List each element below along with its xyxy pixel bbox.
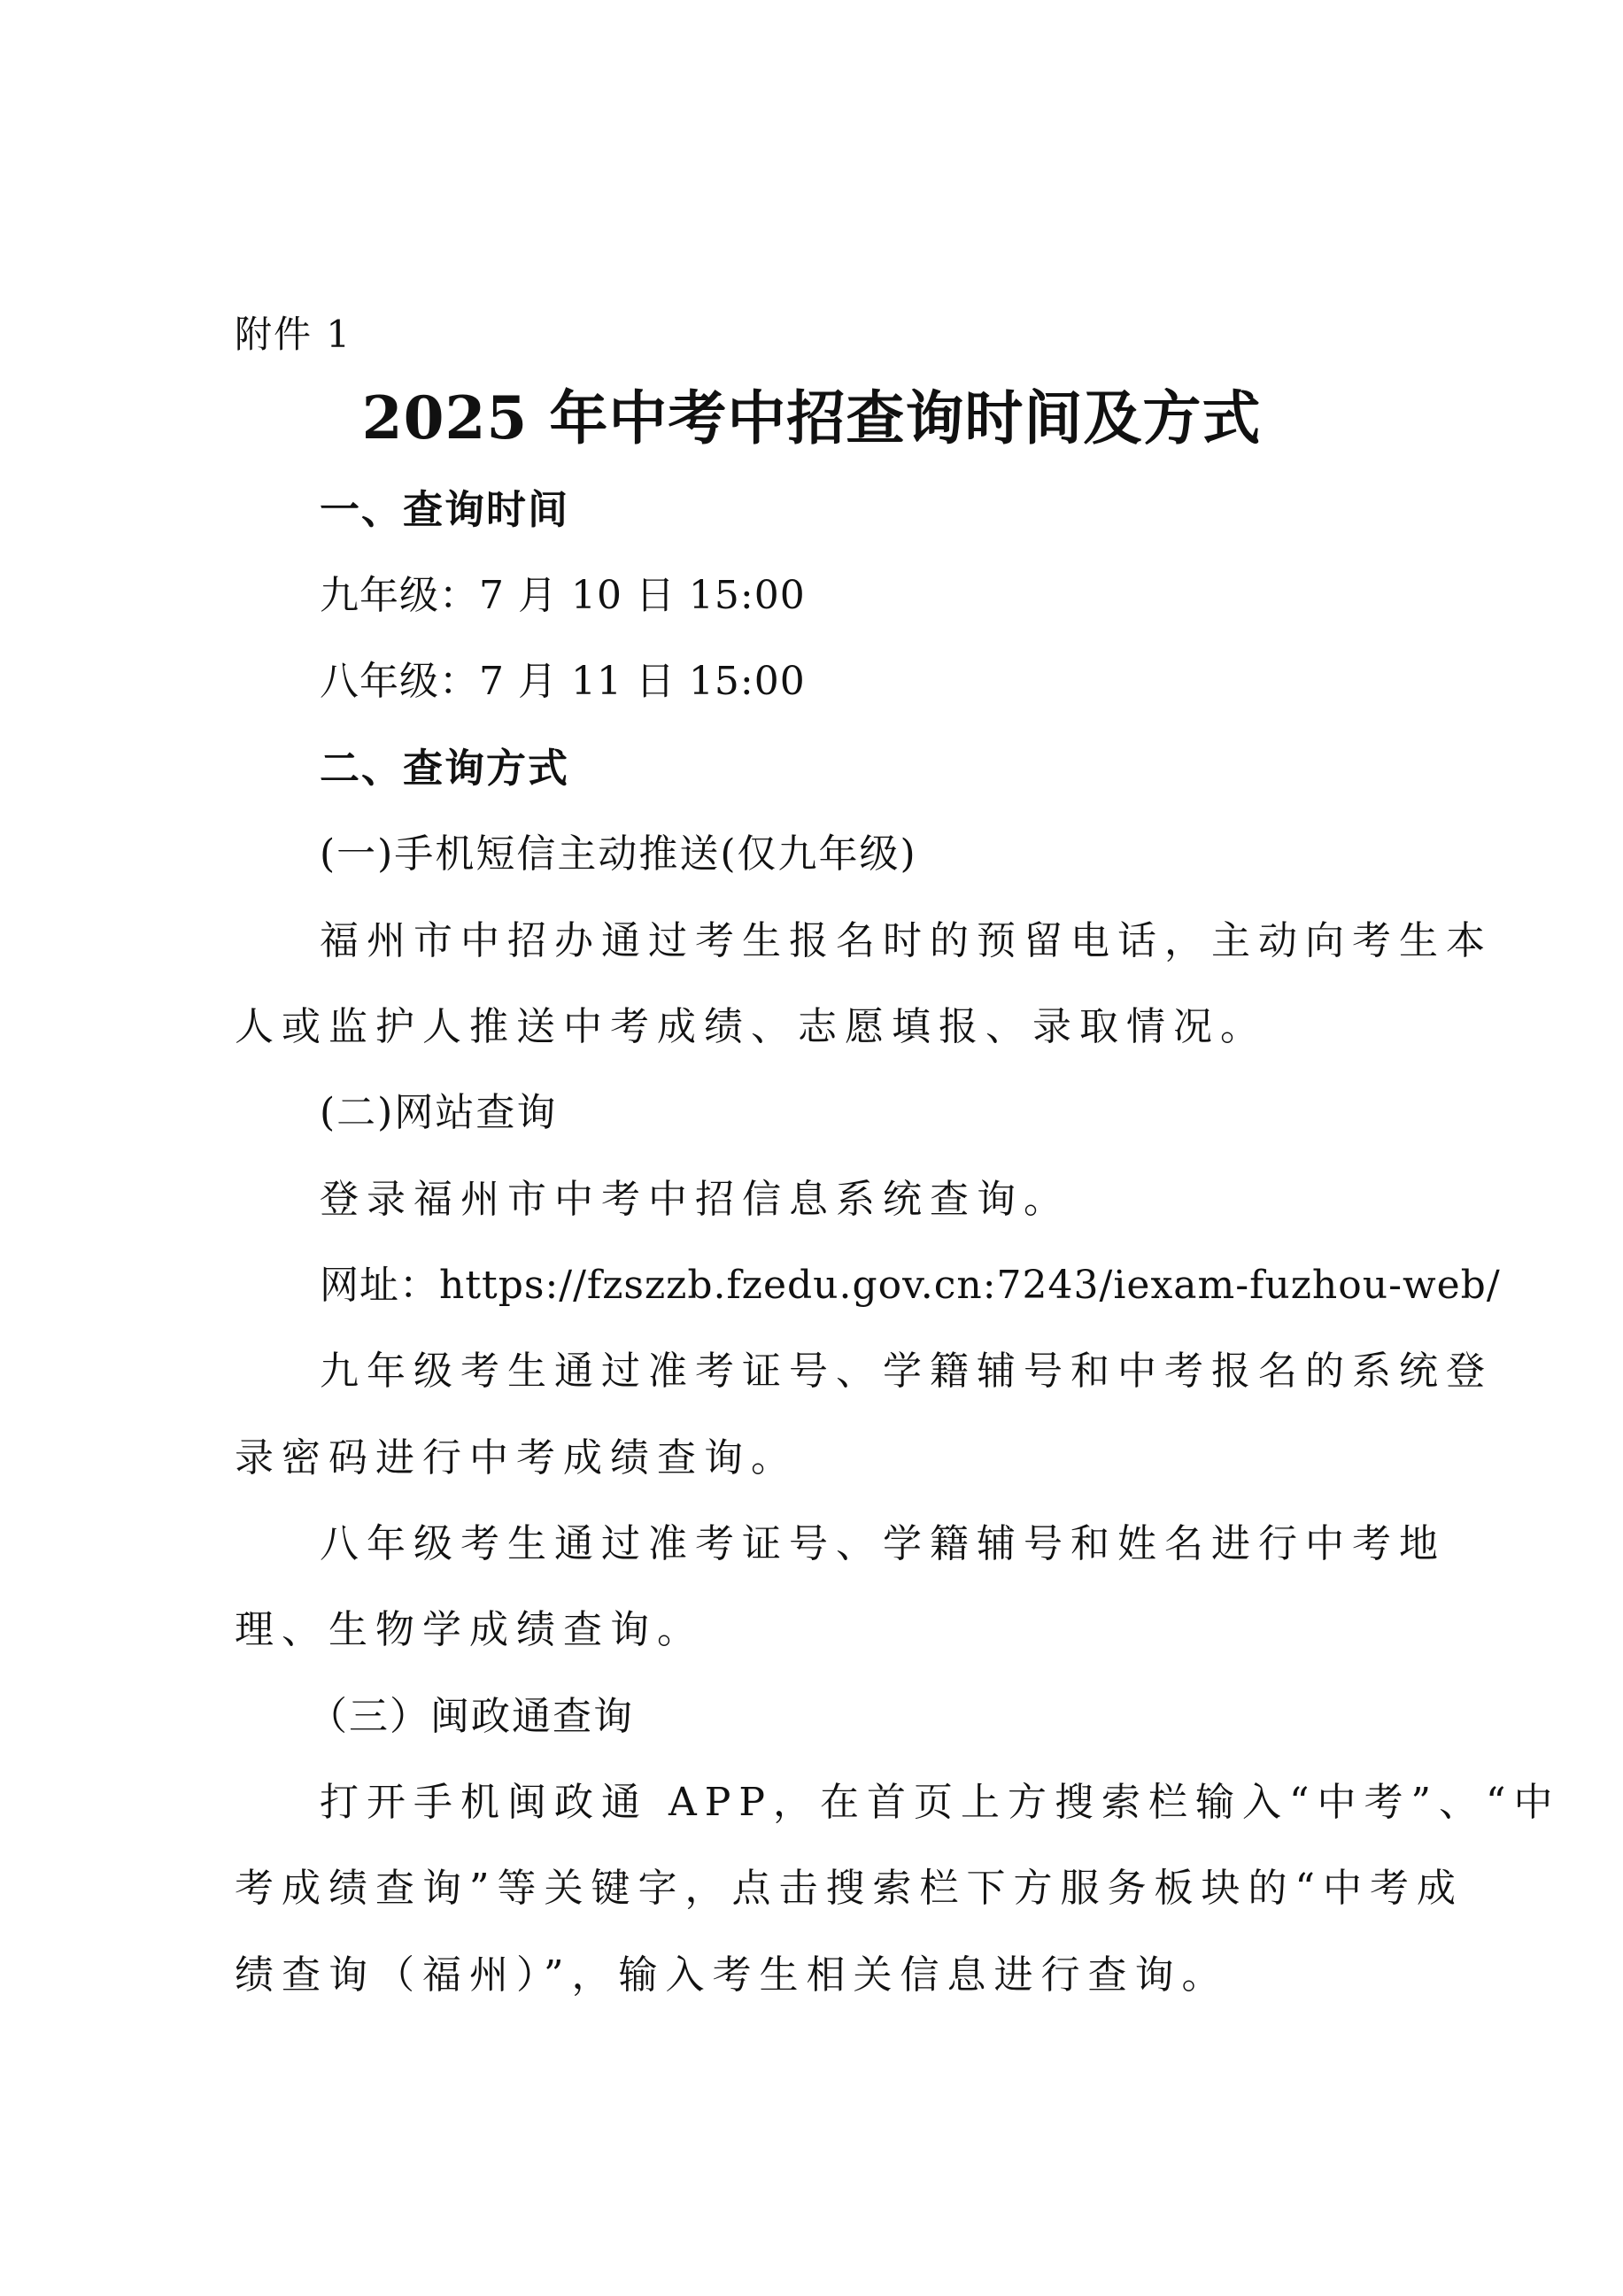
minzhengtong-line3: 绩查询（福州）”，输入考生相关信息进行查询。: [235, 1952, 1229, 1998]
section-heading-query-time: 一、查询时间: [320, 486, 570, 533]
grade9-login-line2: 录密码进行中考成绩查询。: [235, 1435, 798, 1480]
grade8-time: 八年级：7 月 11 日 15:00: [320, 659, 806, 704]
section-heading-query-method: 二、查询方式: [320, 745, 570, 792]
subheading-website: (二)网站查询: [320, 1090, 558, 1135]
grade8-login-line1: 八年级考生通过准考证号、学籍辅号和姓名进行中考地: [320, 1521, 1446, 1566]
subheading-sms-push: (一)手机短信主动推送(仅九年级): [320, 831, 917, 877]
grade8-login-line2: 理、生物学成绩查询。: [235, 1607, 704, 1652]
sms-paragraph-line1: 福州市中招办通过考生报名时的预留电话，主动向考生本: [320, 918, 1493, 963]
subheading-minzhengtong: （三）闽政通查询: [308, 1694, 634, 1739]
sms-paragraph-line2: 人或监护人推送中考成绩、志愿填报、录取情况。: [235, 1004, 1267, 1049]
grade9-login-line1: 九年级考生通过准考证号、学籍辅号和中考报名的系统登: [320, 1349, 1493, 1394]
attachment-label: 附件 1: [235, 313, 352, 356]
minzhengtong-line1: 打开手机闽政通 APP，在首页上方搜索栏输入“中考”、“中: [320, 1780, 1561, 1825]
minzhengtong-line2: 考成绩查询”等关键字，点击搜索栏下方服务板块的“中考成: [235, 1866, 1464, 1911]
website-url[interactable]: 网址：https://fzszzb.fzedu.gov.cn:7243/iexam-fuzhou-web/: [320, 1263, 1501, 1308]
grade9-time: 九年级：7 月 10 日 15:00: [320, 573, 806, 618]
document-title: 2025 年中考中招查询时间及方式: [361, 383, 1262, 452]
website-paragraph: 登录福州市中考中招信息系统查询。: [320, 1177, 1070, 1222]
